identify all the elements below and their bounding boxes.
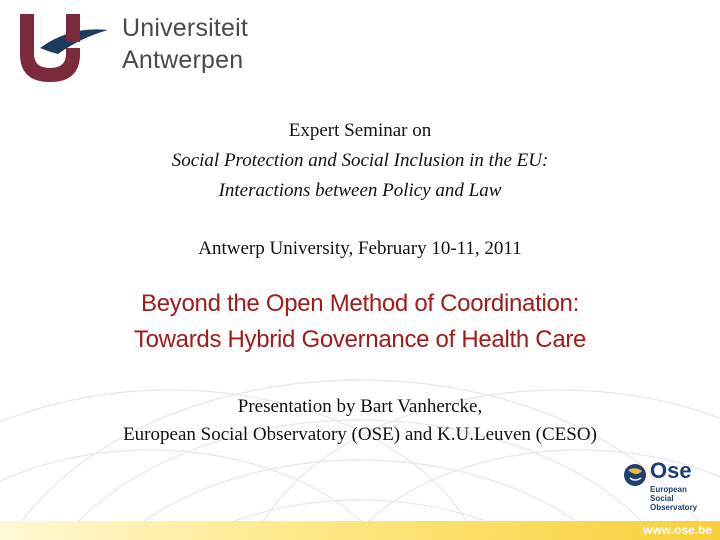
university-name-line1: Universiteit — [122, 14, 249, 42]
presenter-line2: European Social Observatory (OSE) and K.U.Leuven (CESO) — [123, 424, 597, 445]
talk-title-line1: Beyond the Open Method of Coordination: — [141, 290, 579, 317]
seminar-location-date: Antwerp University, February 10-11, 2011 — [198, 238, 522, 259]
seminar-intro: Expert Seminar on — [288, 120, 432, 141]
presenter-line1: Presentation by Bart Vanhercke, — [237, 396, 483, 417]
ose-name: Ose — [650, 458, 692, 483]
footer-bar — [0, 521, 720, 540]
ose-line1: European — [650, 485, 687, 494]
university-logo — [14, 8, 264, 88]
ose-line3: Observatory — [650, 503, 698, 512]
ose-logo — [622, 458, 712, 514]
university-emblem-icon — [14, 8, 114, 88]
ose-globe-icon — [622, 462, 648, 488]
seminar-subtitle-line1: Social Protection and Social Inclusion in the EU: — [171, 150, 549, 171]
footer-url[interactable]: www.ose.be — [643, 523, 712, 537]
ose-line2: Social — [650, 494, 674, 503]
university-name-line2: Antwerpen — [122, 46, 244, 74]
talk-title-line2: Towards Hybrid Governance of Health Care — [133, 326, 587, 353]
seminar-subtitle-line2: Interactions between Policy and Law — [218, 180, 502, 201]
